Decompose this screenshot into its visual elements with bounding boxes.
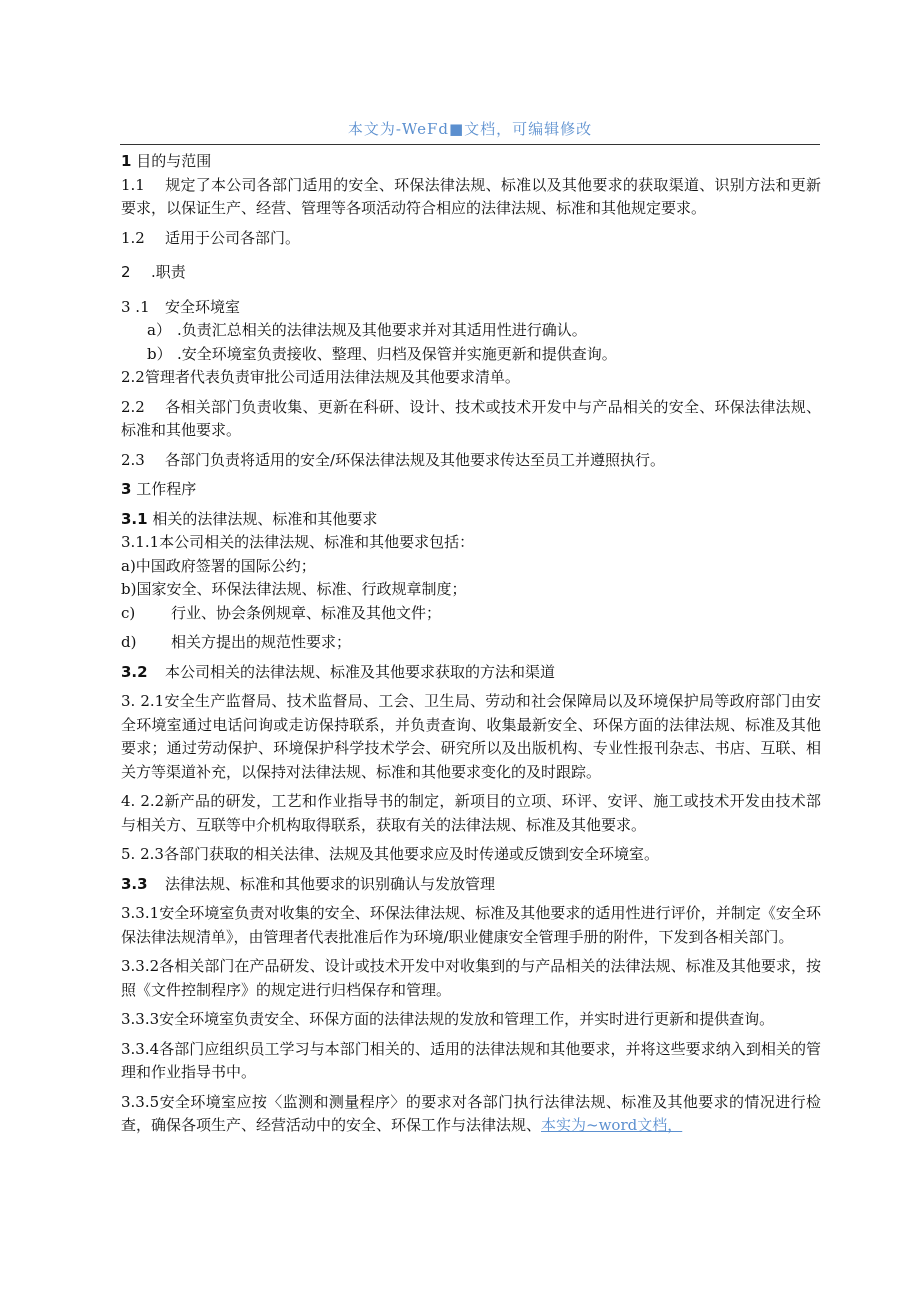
paragraph-text: 各部门获取的相关法律、法规及其他要求应及时传递或反馈到安全环境室。 — [163, 845, 659, 863]
paragraph-num: 3.3.2 — [121, 957, 160, 975]
paragraph-text: 安全生产监督局、技术监督局、工会、卫生局、劳动和社会保障局以及环境保护局等政府部门由安全环境室通过电话问询或走访保持联系，并负责查询、收集最新安全、环保方面的法律法规、标准及其他要求；通过劳动保护、环境保护科学技术学会、研究所以及出版机构、专业性报刊杂志、书店、互联、相关方等渠道补充，以保持对法律法规、标准和其他要求变化的及时跟踪。 — [121, 692, 821, 781]
list-item-3-1-1-c — [121, 602, 821, 626]
paragraph-3-2-3 — [121, 843, 821, 867]
subsection-title: 相关的法律法规、标准和其他要求 — [152, 509, 378, 528]
list-marker: a) — [121, 556, 136, 575]
paragraph-text: 各相关部门负责收集、更新在科研、设计、技术或技术开发中与产品相关的安全、环保法律法规、标准和其他要求。 — [121, 397, 821, 439]
list-marker: a） — [147, 321, 171, 339]
paragraph-num: 2.2 — [121, 368, 145, 386]
paragraph-num: 2.3 — [121, 450, 145, 469]
paragraph-text: 安全环境室 — [165, 297, 241, 316]
paragraph-num: 5. 2.3 — [121, 845, 164, 863]
paragraph-3-2-1 — [121, 690, 821, 784]
subsection-title: 法律法规、标准和其他要求的识别确认与发放管理 — [165, 874, 496, 893]
page-header — [120, 118, 820, 145]
subsection-num: 3.2 — [121, 662, 148, 681]
paragraph-text: 各部门负责将适用的安全/环保法律法规及其他要求传达至员工并遵照执行。 — [165, 450, 666, 469]
paragraph-3-3-1 — [121, 902, 821, 949]
section-title: 目的与范围 — [136, 152, 212, 170]
section-title: 工作程序 — [136, 480, 197, 498]
paragraph-1-2 — [121, 227, 821, 251]
paragraph-3-3-5 — [121, 1091, 821, 1138]
list-text: 中国政府签署的国际公约； — [135, 556, 316, 575]
list-item-3-1-1-d — [121, 631, 821, 655]
subsection-3-1-heading — [121, 508, 821, 532]
list-item-3-1-1-a — [121, 555, 821, 579]
subsection-3-3-heading — [121, 873, 821, 897]
list-marker: b) — [121, 580, 137, 598]
paragraph-3-3-4 — [121, 1038, 821, 1085]
paragraph-text: 安全环境室负责安全、环保方面的法律法规的发放和管理工作，并实时进行更新和提供查询。 — [159, 1010, 775, 1028]
paragraph-text: 适用于公司各部门。 — [165, 228, 301, 247]
paragraph-1-1 — [121, 174, 821, 221]
paragraph-text: 新产品的研发，工艺和作业指导书的制定，新项目的立项、环评、安评、施工或技术开发由技术部与相关方、互联等中介机构取得联系，获取有关的法律法规、标准及其他要求。 — [121, 792, 821, 834]
paragraph-num: 3 .1 — [121, 297, 150, 316]
paragraph-2-2-b — [121, 396, 821, 443]
section-num: 3 — [121, 480, 132, 498]
section-num: 2 — [121, 263, 131, 281]
subsection-3-2-heading — [121, 661, 821, 685]
paragraph-text: 管理者代表负责审批公司适用法律法规及其他要求清单。 — [144, 368, 520, 386]
paragraph-text: 安全环境室负责对收集的安全、环保法律法规、标准及其他要求的适用性进行评价，并制定《安全环保法律法规清单》，由管理者代表批准后作为环境/职业健康安全管理手册的附件，下发到各相关部门。 — [121, 904, 821, 946]
paragraph-num: 1.2 — [121, 228, 145, 247]
paragraph-2-2 — [121, 366, 821, 390]
paragraph-text: 各部门应组织员工学习与本部门相关的、适用的法律法规和其他要求，并将这些要求纳入到相关的管理和作业指导书中。 — [121, 1039, 821, 1081]
paragraph-num: 3.3.1 — [121, 904, 160, 922]
list-item-2-1-a — [121, 319, 821, 343]
paragraph-3-2-2 — [121, 790, 821, 837]
paragraph-3-1-1 — [121, 531, 821, 555]
paragraph-text: 各相关部门在产品研发、设计或技术开发中对收集到的与产品相关的法律法规、标准及其他要求，按照《文件控制程序》的规定进行归档保存和管理。 — [121, 957, 821, 999]
paragraph-text: 规定了本公司各部门适用的安全、环保法律法规、标准以及其他要求的获取渠道、识别方法和更新要求，以保证生产、经营、管理等各项活动符合相应的法律法规、标准和其他规定要求。 — [121, 175, 821, 217]
paragraph-num: 4. 2.2 — [121, 792, 165, 810]
paragraph-num: 2.2 — [121, 397, 145, 416]
subsection-num: 3.3 — [121, 874, 148, 893]
paragraph-num: 3. 2.1 — [121, 692, 165, 710]
paragraph-text: 本公司相关的法律法规、标准和其他要求包括： — [159, 533, 475, 551]
paragraph-2-3 — [121, 449, 821, 473]
inline-watermark: 本实为~word文档， — [541, 1116, 683, 1134]
subsection-title: 本公司相关的法律法规、标准及其他要求获取的方法和渠道 — [165, 662, 556, 681]
paragraph-3-3-2 — [121, 955, 821, 1002]
document-body — [121, 150, 821, 1138]
paragraph-num: 1.1 — [121, 175, 145, 194]
section-1-heading — [121, 150, 821, 174]
section-2-heading — [121, 261, 821, 285]
paragraph-num: 3.1.1 — [121, 533, 160, 551]
header-watermark: 本文为-WeFd■文档，可编辑修改 — [347, 120, 593, 138]
paragraph-num: 3.3.5 — [121, 1092, 160, 1111]
list-text: 国家安全、环保法律法规、标准、行政规章制度； — [136, 580, 467, 598]
list-text: 行业、协会条例规章、标准及其他文件； — [171, 603, 442, 622]
list-text: .安全环境室负责接收、整理、归档及保管并实施更新和提供查询。 — [177, 344, 617, 363]
list-text: .负责汇总相关的法律法规及其他要求并对其适用性进行确认。 — [177, 321, 587, 339]
paragraph-num: 3.3.3 — [121, 1010, 160, 1028]
subsection-num: 3.1 — [121, 509, 148, 528]
paragraph-3-3-3 — [121, 1008, 821, 1032]
paragraph-text: 安全环境室应按〈监测和测量程序〉的要求对各部门执行法律法规、标准及其他要求的情况进行检查，确保各项生产、经营活动中的安全、环保工作与法律法规、 — [121, 1092, 821, 1134]
list-text: 相关方提出的规范性要求； — [171, 633, 352, 651]
section-3-heading — [121, 478, 821, 502]
list-item-3-1-1-b — [121, 578, 821, 602]
list-marker: c) — [121, 603, 136, 622]
paragraph-num: 3.3.4 — [121, 1039, 160, 1058]
list-marker: b） — [147, 344, 172, 363]
list-marker: d) — [121, 633, 137, 651]
section-num: 1 — [121, 152, 132, 170]
list-item-2-1-b — [121, 343, 821, 367]
paragraph-2-1 — [121, 296, 821, 320]
section-title: .职责 — [151, 263, 186, 281]
